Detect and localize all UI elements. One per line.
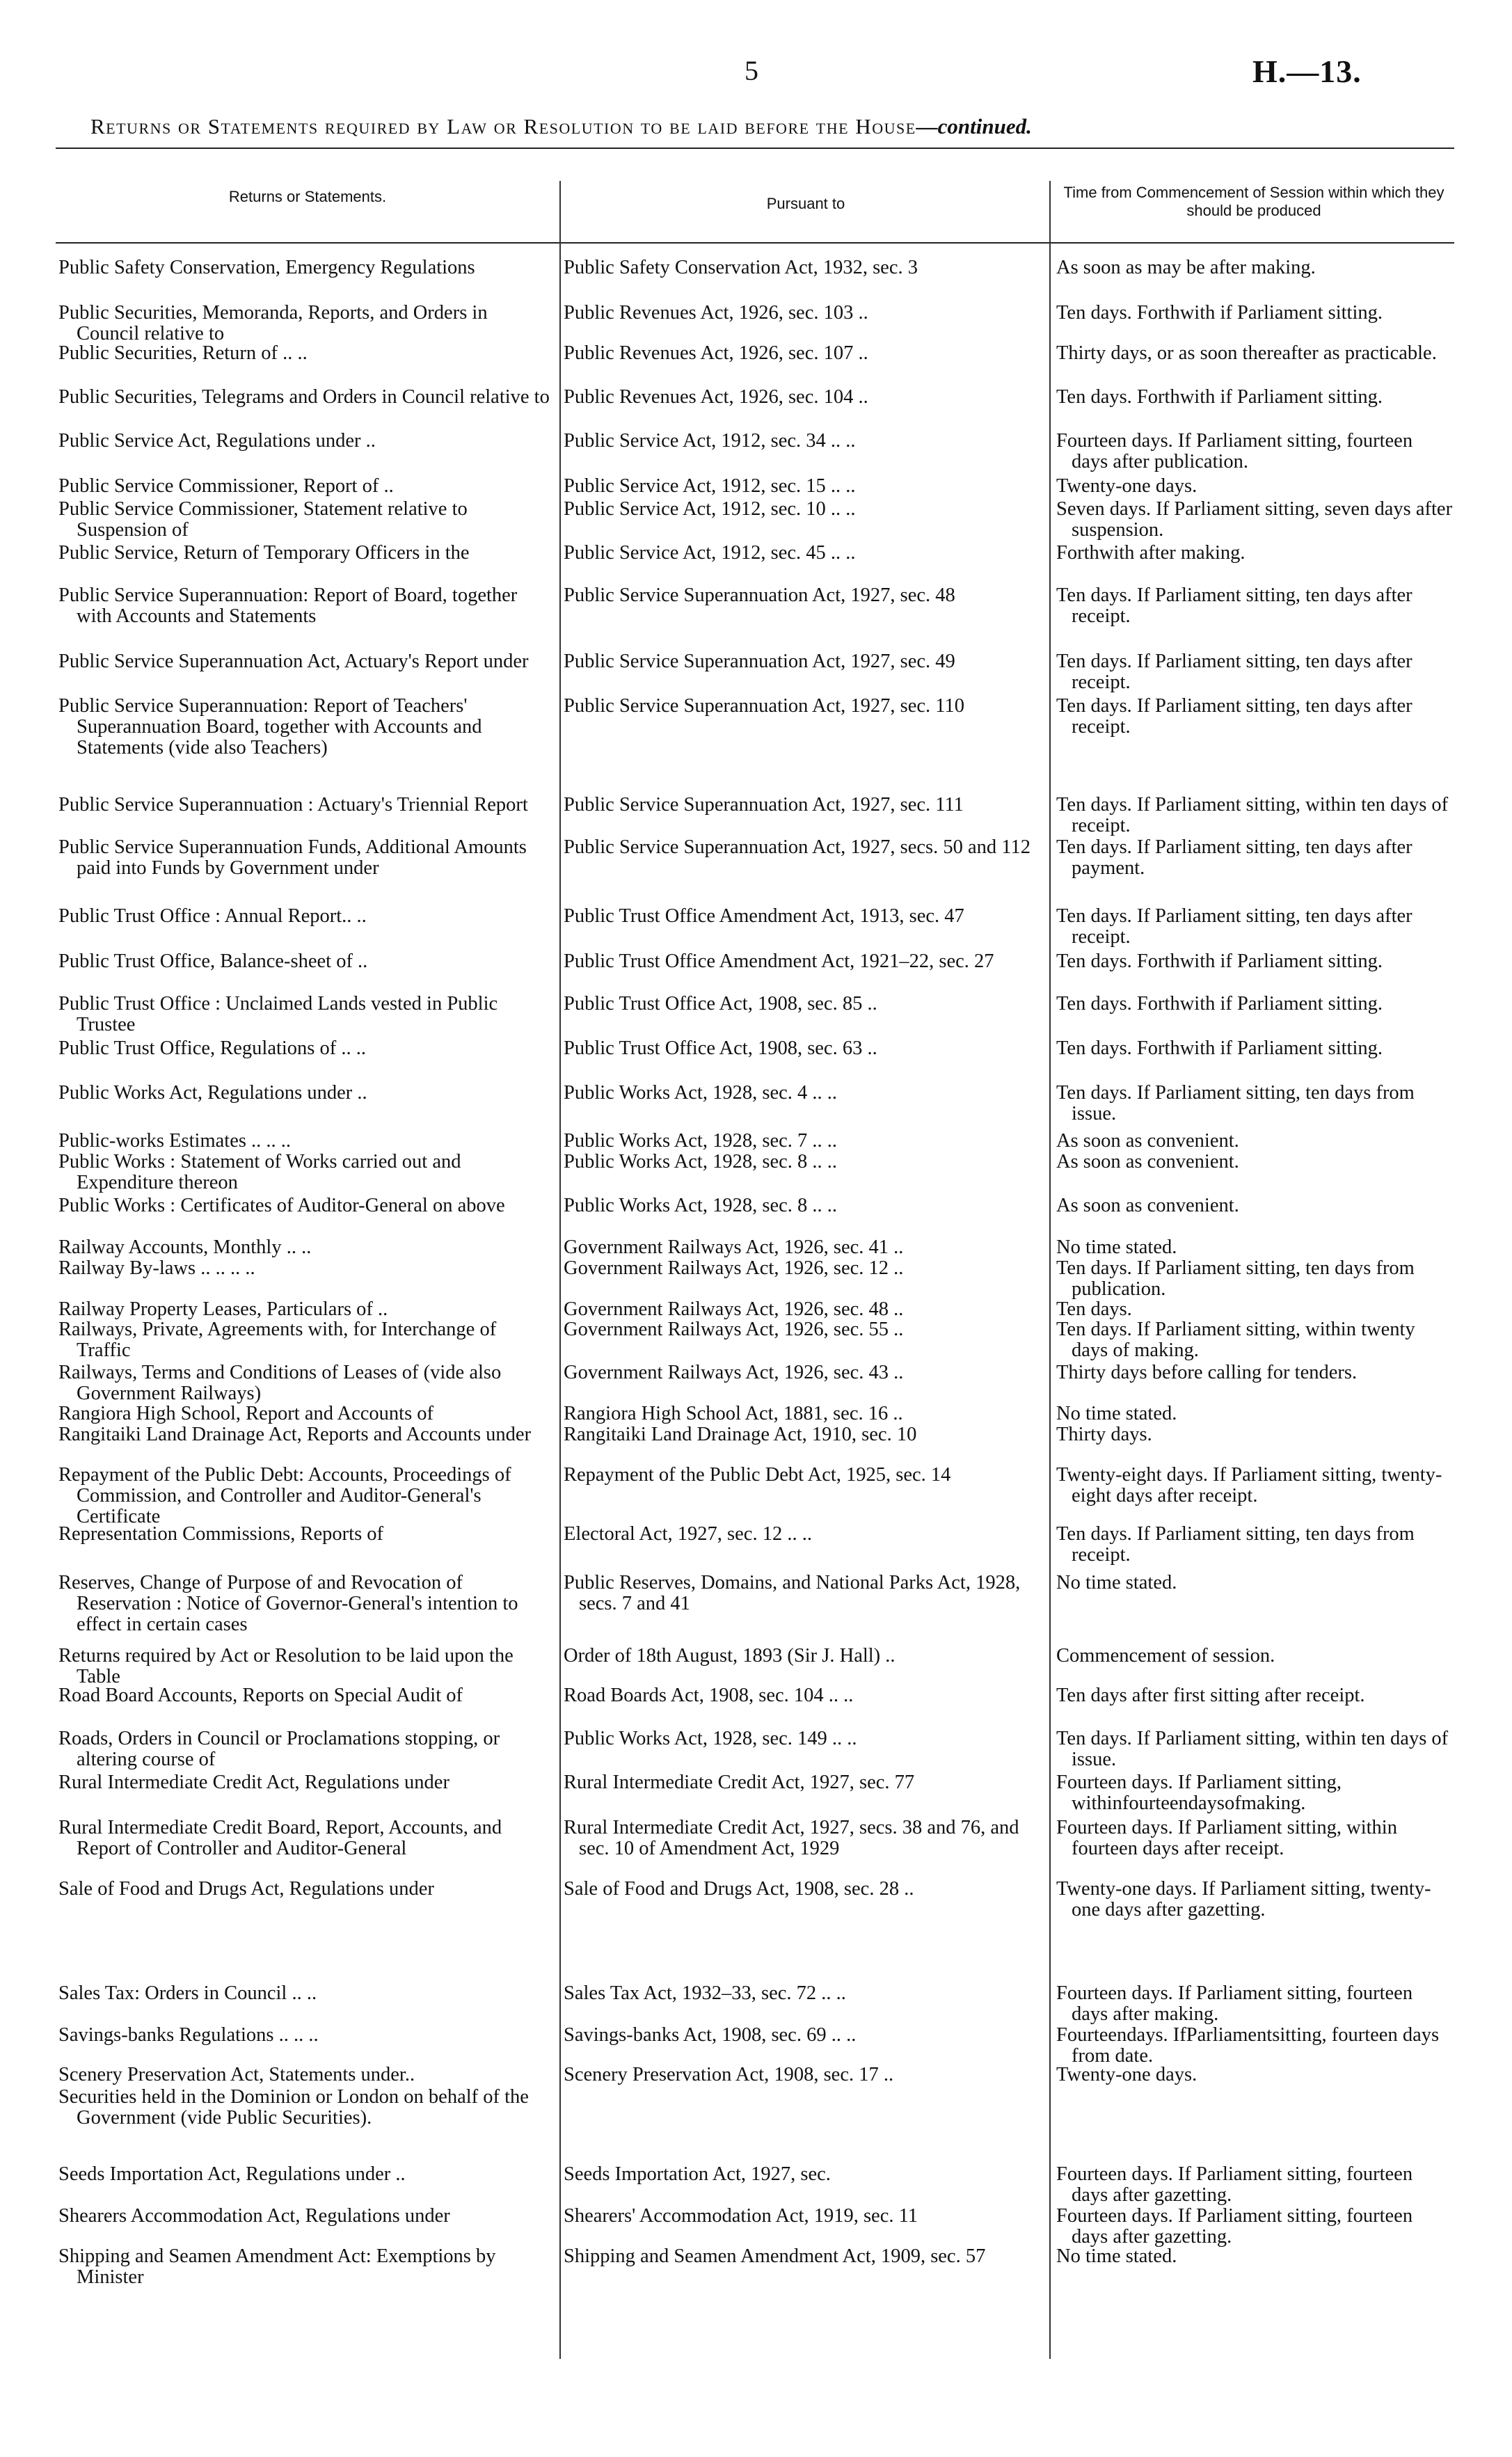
returns-cell: Public Service Superannuation : Actuary's Triennial Report [58,794,528,816]
time-cell: Ten days. Forthwith if Parliament sitting. [1056,1037,1383,1059]
time-cell: Twenty-one days. [1056,2064,1197,2085]
returns-cell: Shipping and Seamen Amendment Act: Exemptions by Minister [58,2245,496,2288]
returns-cell: Public Service Commissioner, Statement relative to Suspension of [58,498,468,541]
time-cell: No time stated. [1056,1572,1177,1593]
returns-cell: Public Service Commissioner, Report of .. [58,475,394,497]
pursuant-cell: Public Service Superannuation Act, 1927, sec. 111 [564,794,964,816]
returns-cell: Public Service, Return of Temporary Officers in the [58,542,470,564]
pursuant-cell: Scenery Preservation Act, 1908, sec. 17 .. [564,2064,894,2085]
pursuant-cell: Sale of Food and Drugs Act, 1908, sec. 28 .. [564,1878,914,1900]
time-cell: Ten days. If Parliament sitting, within twenty days of making. [1056,1319,1415,1361]
time-cell: Twenty-one days. [1056,475,1197,497]
time-cell: Fourteen days. If Parliament sitting, fourteen days after publication. [1056,430,1413,472]
page-number: 5 [745,55,758,86]
pursuant-cell: Public Service Superannuation Act, 1927, sec. 48 [564,585,955,606]
pursuant-cell: Government Railways Act, 1926, sec. 55 .. [564,1319,904,1340]
time-cell: Ten days. If Parliament sitting, ten days after receipt. [1056,651,1412,693]
pursuant-cell: Public Revenues Act, 1926, sec. 107 .. [564,342,868,364]
pursuant-cell: Public Works Act, 1928, sec. 149 .. .. [564,1728,857,1749]
returns-cell: Rural Intermediate Credit Board, Report, Accounts, and Report of Controller and Auditor-General [58,1817,502,1859]
returns-cell: Public Trust Office : Annual Report.. .. [58,905,367,927]
time-cell: Forthwith after making. [1056,542,1246,564]
time-cell: No time stated. [1056,1237,1177,1258]
time-cell: Ten days. If Parliament sitting, ten days from receipt. [1056,1523,1415,1566]
returns-cell: Public Works : Certificates of Auditor-General on above [58,1195,505,1216]
time-cell: Ten days. If Parliament sitting, ten days after receipt. [1056,695,1412,738]
pursuant-cell: Shipping and Seamen Amendment Act, 1909, sec. 57 [564,2245,986,2267]
column-divider [1049,181,1051,2359]
pursuant-cell: Shearers' Accommodation Act, 1919, sec. 11 [564,2205,918,2227]
returns-cell: Road Board Accounts, Reports on Special Audit of [58,1685,463,1706]
time-cell: Twenty-one days. If Parliament sitting, twenty-one days after gazetting. [1056,1878,1431,1921]
pursuant-cell: Government Railways Act, 1926, sec. 48 .. [564,1298,904,1320]
time-cell: Ten days. Forthwith if Parliament sitting. [1056,951,1383,972]
time-cell: Ten days. If Parliament sitting, ten days from publication. [1056,1257,1415,1300]
pursuant-cell: Savings-banks Act, 1908, sec. 69 .. .. [564,2024,857,2046]
page-title [90,114,1440,139]
returns-cell: Reserves, Change of Purpose of and Revocation of Reservation : Notice of Governor-General's intention to effect in certain cases [58,1572,518,1635]
page-title-suffix: —continued. [916,114,1032,138]
pursuant-cell: Rangiora High School Act, 1881, sec. 16 .. [564,1403,903,1424]
pursuant-cell: Public Service Act, 1912, sec. 15 .. .. [564,475,856,497]
pursuant-cell: Repayment of the Public Debt Act, 1925, sec. 14 [564,1464,951,1486]
returns-cell: Representation Commissions, Reports of [58,1523,384,1545]
page-title-text: Returns or Statements required by Law or Resolution to be laid before the House [90,114,916,138]
time-cell: Twenty-eight days. If Parliament sitting, twenty-eight days after receipt. [1056,1464,1442,1506]
time-cell: Thirty days before calling for tenders. [1056,1362,1358,1383]
returns-cell: Returns required by Act or Resolution to be laid upon the Table [58,1645,514,1687]
time-cell: Thirty days. [1056,1424,1152,1445]
pursuant-cell: Public Reserves, Domains, and National Parks Act, 1928, secs. 7 and 41 [564,1572,1021,1614]
time-cell: As soon as convenient. [1056,1195,1239,1216]
returns-cell: Railways, Private, Agreements with, for Interchange of Traffic [58,1319,497,1361]
pursuant-cell: Electoral Act, 1927, sec. 12 .. .. [564,1523,812,1545]
returns-cell: Roads, Orders in Council or Proclamations stopping, or altering course of [58,1728,500,1770]
returns-cell: Public Service Superannuation Funds, Additional Amounts paid into Funds by Government under [58,836,527,879]
returns-cell: Public Service Superannuation: Report of Board, together with Accounts and Statements [58,585,518,627]
returns-cell: Public Works : Statement of Works carried out and Expenditure thereon [58,1151,461,1193]
pursuant-cell: Public Safety Conservation Act, 1932, sec. 3 [564,257,918,278]
column-divider [559,181,561,2359]
time-cell: Fourteen days. If Parliament sitting, withinfourteendaysofmaking. [1056,1772,1342,1814]
returns-cell: Public Securities, Memoranda, Reports, and Orders in Council relative to [58,302,488,344]
pursuant-cell: Public Revenues Act, 1926, sec. 103 .. [564,302,868,324]
pursuant-cell: Public Service Superannuation Act, 1927, sec. 49 [564,651,955,672]
pursuant-cell: Rural Intermediate Credit Act, 1927, sec. 77 [564,1772,915,1793]
returns-cell: Repayment of the Public Debt: Accounts, Proceedings of Commission, and Controller and Auditor-General's Certificate [58,1464,511,1527]
time-cell: Ten days. [1056,1298,1132,1320]
time-cell: Fourteen days. If Parliament sitting, within fourteen days after receipt. [1056,1817,1397,1859]
returns-cell: Rangiora High School, Report and Accounts of [58,1403,434,1424]
time-cell: No time stated. [1056,2245,1177,2267]
time-cell: Ten days after first sitting after receipt. [1056,1685,1365,1706]
returns-cell: Seeds Importation Act, Regulations under .. [58,2163,406,2185]
time-cell: Fourteen days. If Parliament sitting, fourteen days after gazetting. [1056,2205,1413,2248]
pursuant-cell: Road Boards Act, 1908, sec. 104 .. .. [564,1685,854,1706]
top-rule [56,148,1454,149]
time-cell: Fourteendays. IfParliamentsitting, fourteen days from date. [1056,2024,1440,2067]
returns-cell: Rangitaiki Land Drainage Act, Reports and Accounts under [58,1424,532,1445]
pursuant-cell: Public Trust Office Amendment Act, 1921–22, sec. 27 [564,951,994,972]
pursuant-cell: Public Trust Office Amendment Act, 1913, sec. 47 [564,905,964,927]
returns-cell: Scenery Preservation Act, Statements under.. [58,2064,415,2085]
pursuant-cell: Public Works Act, 1928, sec. 7 .. .. [564,1130,837,1152]
returns-cell: Public Securities, Return of .. .. [58,342,308,364]
column-header-pursuant: Pursuant to [766,195,845,212]
time-cell: As soon as convenient. [1056,1151,1239,1172]
returns-cell: Public Securities, Telegrams and Orders in Council relative to [58,386,550,408]
time-cell: Ten days. Forthwith if Parliament sitting. [1056,386,1383,408]
pursuant-cell: Rural Intermediate Credit Act, 1927, secs. 38 and 76, and sec. 10 of Amendment Act, 1929 [564,1817,1019,1859]
returns-cell: Sale of Food and Drugs Act, Regulations under [58,1878,434,1900]
returns-cell: Public-works Estimates .. .. .. [58,1130,292,1152]
pursuant-cell: Public Service Act, 1912, sec. 45 .. .. [564,542,856,564]
pursuant-cell: Public Service Superannuation Act, 1927, sec. 110 [564,695,964,717]
returns-cell: Public Service Superannuation Act, Actuary's Report under [58,651,529,672]
time-cell: Seven days. If Parliament sitting, seven days after suspension. [1056,498,1453,541]
pursuant-cell: Public Trust Office Act, 1908, sec. 63 .. [564,1037,877,1059]
pursuant-cell: Order of 18th August, 1893 (Sir J. Hall) .. [564,1645,896,1667]
time-cell: Ten days. If Parliament sitting, within ten days of receipt. [1056,794,1449,836]
time-cell: Fourteen days. If Parliament sitting, fourteen days after making. [1056,1982,1413,2025]
returns-cell: Public Trust Office, Regulations of .. .. [58,1037,367,1059]
returns-cell: Savings-banks Regulations .. .. .. [58,2024,319,2046]
time-cell: Ten days. If Parliament sitting, ten days after payment. [1056,836,1412,879]
pursuant-cell: Government Railways Act, 1926, sec. 43 .. [564,1362,904,1383]
time-cell: Ten days. If Parliament sitting, ten days after receipt. [1056,585,1412,627]
time-cell: Thirty days, or as soon thereafter as practicable. [1056,342,1437,364]
pursuant-cell: Public Revenues Act, 1926, sec. 104 .. [564,386,868,408]
pursuant-cell: Public Service Superannuation Act, 1927, secs. 50 and 112 [564,836,1030,858]
returns-cell: Public Service Act, Regulations under .. [58,430,376,452]
returns-cell: Securities held in the Dominion or London on behalf of the Government (vide Public Securities). [58,2086,529,2129]
pursuant-cell: Public Service Act, 1912, sec. 34 .. .. [564,430,856,452]
time-cell: No time stated. [1056,1403,1177,1424]
time-cell: Ten days. Forthwith if Parliament sitting. [1056,302,1383,324]
time-cell: As soon as convenient. [1056,1130,1239,1152]
returns-cell: Public Works Act, Regulations under .. [58,1082,367,1104]
pursuant-cell: Public Service Act, 1912, sec. 10 .. .. [564,498,856,520]
pursuant-cell: Government Railways Act, 1926, sec. 12 .. [564,1257,904,1279]
returns-cell: Sales Tax: Orders in Council .. .. [58,1982,317,2004]
time-cell: As soon as may be after making. [1056,257,1316,278]
pursuant-cell: Public Works Act, 1928, sec. 8 .. .. [564,1195,837,1216]
column-header-returns: Returns or Statements. [228,188,387,205]
returns-cell: Railway By-laws .. .. .. .. [58,1257,255,1279]
returns-cell: Railway Accounts, Monthly .. .. [58,1237,312,1258]
pursuant-cell: Seeds Importation Act, 1927, sec. [564,2163,831,2185]
returns-cell: Public Safety Conservation, Emergency Regulations [58,257,475,278]
time-cell: Ten days. Forthwith if Parliament sitting. [1056,993,1383,1015]
pursuant-cell: Public Works Act, 1928, sec. 8 .. .. [564,1151,837,1172]
column-header-time: Time from Commencement of Session within which they should be produced [1063,184,1445,219]
pursuant-cell: Sales Tax Act, 1932–33, sec. 72 .. .. [564,1982,846,2004]
returns-cell: Public Trust Office, Balance-sheet of .. [58,951,368,972]
pursuant-cell: Rangitaiki Land Drainage Act, 1910, sec. 10 [564,1424,917,1445]
pursuant-cell: Government Railways Act, 1926, sec. 41 .. [564,1237,904,1258]
returns-cell: Public Service Superannuation: Report of Teachers' Superannuation Board, together with Accounts and Statements (vide also Teachers) [58,695,482,758]
returns-cell: Railways, Terms and Conditions of Leases of (vide also Government Railways) [58,1362,502,1404]
returns-cell: Public Trust Office : Unclaimed Lands vested in Public Trustee [58,993,498,1035]
returns-cell: Railway Property Leases, Particulars of .. [58,1298,388,1320]
pursuant-cell: Public Works Act, 1928, sec. 4 .. .. [564,1082,837,1104]
header-rule [56,242,1454,244]
time-cell: Ten days. If Parliament sitting, ten days after receipt. [1056,905,1412,948]
time-cell: Fourteen days. If Parliament sitting, fourteen days after gazetting. [1056,2163,1413,2206]
returns-cell: Rural Intermediate Credit Act, Regulations under [58,1772,449,1793]
returns-cell: Shearers Accommodation Act, Regulations under [58,2205,450,2227]
time-cell: Ten days. If Parliament sitting, within ten days of issue. [1056,1728,1449,1770]
pursuant-cell: Public Trust Office Act, 1908, sec. 85 .. [564,993,877,1015]
document-code: H.—13. [1252,54,1362,89]
time-cell: Ten days. If Parliament sitting, ten days from issue. [1056,1082,1415,1124]
time-cell: Commencement of session. [1056,1645,1275,1667]
